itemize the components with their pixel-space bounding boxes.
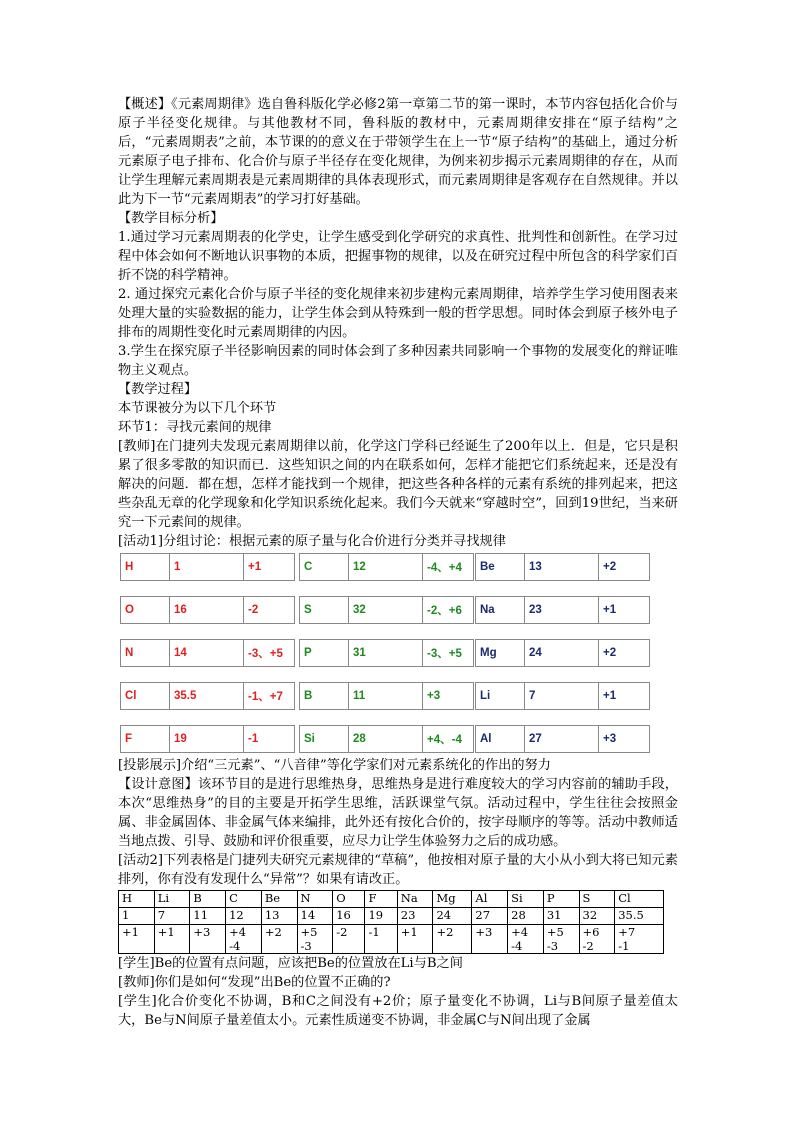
teacher-question: [教师]你们是如何“发现”出Be的位置不正确的? [118, 975, 391, 990]
activity-1-title: [活动1]分组讨论：根据元素的原子量与化合价进行分类并寻找规律 [118, 534, 506, 549]
valence-value: -1 [368, 925, 380, 939]
table-cell-symbol: H [119, 891, 155, 908]
table-cell-mass: 14 [297, 908, 333, 925]
table-cell-mass: 35.5 [615, 908, 664, 925]
element-card-symbol: F [120, 725, 170, 753]
element-card-valence: +1 [598, 682, 650, 710]
element-card-valence: +3 [422, 682, 474, 710]
table-cell-symbol: Cl [615, 891, 664, 908]
element-card-valence: -3、+5 [243, 639, 295, 667]
valence-value: -3 [300, 939, 312, 953]
valence-value: +1 [122, 925, 139, 939]
table-cell-mass: 19 [365, 908, 397, 925]
table-cell-valence [543, 925, 579, 954]
teacher-paragraph: [教师]在门捷列夫发现元素周期律以前，化学这门学科已经诞生了200年以上．但是，它只是积累了很多零散的知识而已．这些知识之间的内在联系如何，怎样才能把它们系统起来，还是没有解决的问题．都在想，怎样才能找到一个规律，把这些各种各样的元素有系统的排列起来，把这些杂乱无章的化学现象和化学知识系统化起来。我们今天就来“穿越时空”，回到19世纪，当来研究一下元素间的规律。 [118, 439, 678, 530]
table-cell-valence [226, 925, 262, 954]
valence-value: -4 [229, 939, 241, 953]
activity-2-paragraph: [活动2]下列表格是门捷列夫研究元素规律的“草稿”，他按相对原子量的大小从小到大将已知元素排列，你有没有发现什么“异常”？如果有请改正。 [118, 853, 678, 887]
valence-value: -4 [511, 939, 523, 953]
student-answer-1: [学生]Be的位置有点问题，应该把Be的位置放在Li与B之间 [118, 956, 463, 971]
section-1-title: 环节1：寻找元素间的规律 [118, 420, 272, 435]
objective-2: 2. 通过探究元素化合价与原子半径的变化规律来初步建构元素周期律，培养学生学习使用图表来处理大量的实验数据的能力，让学生体会到从特殊到一般的哲学思想。同时体会到原子核外电子排布的周期性变化时元素周期律的内因。 [118, 287, 678, 340]
valence-value: -2 [336, 925, 348, 939]
table-cell-mass: 31 [543, 908, 579, 925]
table-cell-symbol: Al [472, 891, 508, 908]
table-cell-valence [333, 925, 365, 954]
mendeleev-draft-table [118, 890, 664, 954]
element-card-symbol: S [299, 596, 349, 624]
table-cell-valence [579, 925, 615, 954]
element-card-symbol: Si [299, 725, 349, 753]
table-cell-mass: 32 [579, 908, 615, 925]
table-cell-valence [190, 925, 226, 954]
table-cell-valence [472, 925, 508, 954]
element-card-mass: 1 [169, 553, 244, 581]
element-card-mass: 7 [524, 682, 599, 710]
element-card-mass: 16 [169, 596, 244, 624]
table-cell-valence [119, 925, 155, 954]
table-cell-mass: 7 [154, 908, 190, 925]
intro-section [118, 95, 678, 551]
heading-objectives: 【教学目标分析】 [118, 211, 224, 226]
table-cell-valence [433, 925, 472, 954]
element-card-symbol: Mg [475, 639, 525, 667]
table-cell-symbol: B [190, 891, 226, 908]
valence-value: -2 [582, 939, 594, 953]
element-card-symbol: C [299, 553, 349, 581]
element-card-symbol: Al [475, 725, 525, 753]
element-card-mass: 13 [524, 553, 599, 581]
table-cell-symbol: S [579, 891, 615, 908]
table-cell-symbol: Be [261, 891, 297, 908]
element-card-valence: -2、+6 [422, 596, 474, 624]
element-card-mass: 27 [524, 725, 599, 753]
element-card-symbol: O [120, 596, 170, 624]
valence-value: +4 [511, 925, 529, 939]
element-card-mass: 14 [169, 639, 244, 667]
element-card-valence: +1 [243, 553, 295, 581]
table-row-symbols [119, 891, 664, 908]
table-cell-symbol: O [333, 891, 365, 908]
activity-section [118, 756, 678, 889]
valence-value: +6 [582, 925, 600, 939]
element-card-valence: -1 [243, 725, 295, 753]
table-row-masses [119, 908, 664, 925]
element-card-mass: 32 [348, 596, 423, 624]
heading-process: 【教学过程】 [118, 382, 198, 397]
element-card-symbol: B [299, 682, 349, 710]
table-cell-valence [508, 925, 544, 954]
table-cell-symbol: Mg [433, 891, 472, 908]
element-card-symbol: Cl [120, 682, 170, 710]
table-cell-symbol: N [297, 891, 333, 908]
element-card-valence: -4、+4 [422, 553, 474, 581]
valence-value: +5 [546, 925, 564, 939]
table-cell-symbol: Li [154, 891, 190, 908]
element-card-valence: +2 [598, 639, 650, 667]
valence-value: +7 [618, 925, 636, 939]
element-card-symbol: Be [475, 553, 525, 581]
table-cell-valence [154, 925, 190, 954]
valence-value: +2 [264, 925, 282, 939]
valence-value: +2 [436, 925, 454, 939]
table-cell-mass: 16 [333, 908, 365, 925]
overview-paragraph: 【概述】《元素周期律》选自鲁科版化学必修2第一章第二节的第一课时，本节内容包括化合价与原子半径变化规律。与其他教材不同，鲁科版的教材中，元素周期律安排在“原子结构”之后，“元素周期表”之前，本节课的的意义在于带领学生在上一节“原子结构”的基础上，通过分析元素原子电子排布、化合价与原子半径存在变化规律，为例来初步揭示元素周期律的存在，从而让学生理解元素周期表是元素周期律的具体表现形式，而元素周期律是客观存在自然规律。并以此为下一节“元素周期表”的学习打好基础。 [118, 97, 678, 207]
table-cell-mass: 12 [226, 908, 262, 925]
element-card-symbol: Na [475, 596, 525, 624]
table-cell-mass: 11 [190, 908, 226, 925]
element-card-grid [118, 553, 678, 756]
student-answer-2: [学生]化合价变化不协调，B和C之间没有+2价；原子量变化不协调，Li与B间原子量差值太大，Be与N间原子量差值太小。元素性质递变不协调，非金属C与N间出现了金属 [118, 994, 678, 1028]
process-intro: 本节课被分为以下几个环节 [118, 401, 277, 416]
table-cell-mass: 13 [261, 908, 297, 925]
table-row-valences [119, 925, 664, 954]
element-card-valence: +3 [598, 725, 650, 753]
valence-value: +5 [300, 925, 318, 939]
element-card-valence: +1 [598, 596, 650, 624]
element-card-symbol: H [120, 553, 170, 581]
table-cell-valence [615, 925, 664, 954]
objective-3: 3.学生在探究原子半径影响因素的同时体会到了多种因素共同影响一个事物的发展变化的辩证唯物主义观点。 [118, 344, 678, 378]
table-cell-valence [261, 925, 297, 954]
table-cell-mass: 1 [119, 908, 155, 925]
element-card-mass: 24 [524, 639, 599, 667]
element-card-symbol: N [120, 639, 170, 667]
projection-paragraph: [投影展示]介绍“三元素”、“八音律”等化学家们对元素系统化的作出的努力 [118, 758, 551, 773]
element-card-valence: -2 [243, 596, 295, 624]
valence-value: +3 [475, 925, 493, 939]
table-cell-mass: 28 [508, 908, 544, 925]
table-cell-valence [297, 925, 333, 954]
objective-1: 1.通过学习元素周期表的化学史，让学生感受到化学研究的求真性、批判性和创新性。在学习过程中体会如何不断地认识事物的本质，把握事物的规律，以及在研究过程中所包含的科学家们百折不饶的科学精神。 [118, 230, 678, 283]
valence-value: -1 [618, 939, 630, 953]
element-card-valence: +4、-4 [422, 725, 474, 753]
document-page [118, 95, 678, 1030]
element-card-mass: 28 [348, 725, 423, 753]
table-cell-symbol: F [365, 891, 397, 908]
table-cell-symbol: C [226, 891, 262, 908]
table-cell-valence [365, 925, 397, 954]
valence-value: +1 [400, 925, 418, 939]
table-cell-symbol: Na [397, 891, 433, 908]
valence-value: +3 [193, 925, 211, 939]
table-cell-mass: 27 [472, 908, 508, 925]
table-cell-valence [397, 925, 433, 954]
element-card-mass: 12 [348, 553, 423, 581]
element-card-mass: 19 [169, 725, 244, 753]
element-card-valence: -3、+5 [422, 639, 474, 667]
element-card-symbol: P [299, 639, 349, 667]
valence-value: -3 [546, 939, 559, 953]
element-card-mass: 35.5 [169, 682, 244, 710]
element-card-symbol: Li [475, 682, 525, 710]
table-cell-mass: 23 [397, 908, 433, 925]
element-card-mass: 11 [348, 682, 423, 710]
table-cell-symbol: Si [508, 891, 544, 908]
element-card-valence: +2 [598, 553, 650, 581]
valence-value: +1 [157, 925, 175, 939]
design-intent-paragraph: 【设计意图】该环节目的是进行思维热身，思维热身是进行难度较大的学习内容前的辅助手段，本次“思维热身”的目的主要是开拓学生思维，活跃课堂气氛。活动过程中，学生往往会按照金属、非金属固体、非金属气体来编排，此外还有按化合价的，按字母顺序的等等。活动中教师适当地点拨、引导、鼓励和评价很重要，应尽力让学生体验努力之后的成功感。 [118, 777, 678, 849]
element-card-mass: 23 [524, 596, 599, 624]
element-card-mass: 31 [348, 639, 423, 667]
table-cell-mass: 24 [433, 908, 472, 925]
dialogue-section [118, 954, 678, 1030]
valence-value: +4 [229, 925, 247, 939]
table-cell-symbol: P [543, 891, 579, 908]
element-card-valence: -1、+7 [243, 682, 295, 710]
